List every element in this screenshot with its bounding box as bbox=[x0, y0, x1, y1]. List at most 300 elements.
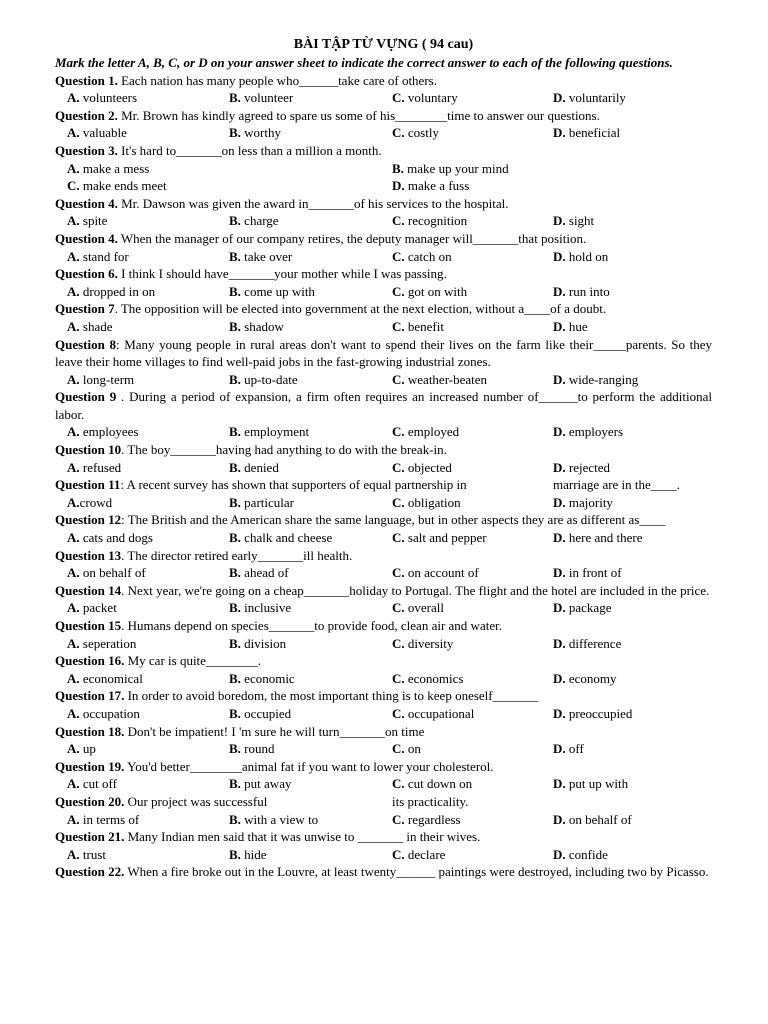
option-b[interactable] bbox=[229, 459, 279, 477]
option-letter: A. bbox=[67, 125, 80, 141]
option-c[interactable] bbox=[392, 212, 467, 230]
option-letter: D. bbox=[553, 424, 566, 440]
question-stem: : Many young people in rural areas don't want to spend their lives on the farm like their_____parents. So they leave their home villages to find well-paid jobs in the fast-growing industrial zones. bbox=[55, 336, 712, 370]
option-b[interactable] bbox=[229, 124, 281, 142]
option-c[interactable] bbox=[67, 177, 167, 195]
option-letter: D. bbox=[553, 565, 566, 581]
option-letter: A. bbox=[67, 600, 80, 616]
option-b[interactable] bbox=[229, 599, 291, 617]
option-letter: D. bbox=[553, 318, 566, 334]
question-label: Question 19. bbox=[55, 758, 125, 774]
question-stem: When a fire broke out in the Louvre, at least twenty______ paintings were destroyed, including two by Picasso. bbox=[124, 864, 709, 880]
option-letter: A. bbox=[67, 565, 80, 581]
option-text: catch on bbox=[404, 248, 452, 264]
option-letter: B. bbox=[229, 776, 241, 792]
option-text: cut down on bbox=[404, 776, 473, 792]
question-stem: : The British and the American share the same language, but in other aspects they are as different as____ bbox=[121, 512, 666, 528]
option-letter: C. bbox=[392, 459, 405, 475]
answer-options bbox=[55, 124, 712, 142]
option-letter: D. bbox=[553, 776, 566, 792]
question-label: Question 20. bbox=[55, 793, 125, 809]
answer-options bbox=[55, 846, 712, 864]
option-letter: B. bbox=[229, 213, 241, 229]
option-text: diversity bbox=[404, 635, 454, 651]
option-d[interactable] bbox=[553, 89, 626, 107]
option-a[interactable] bbox=[67, 705, 140, 723]
option-text: economy bbox=[565, 670, 617, 686]
option-text: overall bbox=[404, 600, 444, 616]
option-text: make ends meet bbox=[79, 178, 167, 194]
option-text: employed bbox=[404, 424, 460, 440]
option-text: obligation bbox=[404, 494, 461, 510]
question-text bbox=[55, 336, 712, 371]
question-label: Question 17. bbox=[55, 688, 125, 704]
question-stem: My car is quite________. bbox=[124, 653, 262, 669]
question-label: Question 21. bbox=[55, 829, 125, 845]
option-b[interactable] bbox=[229, 248, 292, 266]
option-text: got on with bbox=[404, 283, 468, 299]
answer-options bbox=[55, 212, 712, 230]
option-d[interactable] bbox=[553, 635, 621, 653]
question-text bbox=[55, 652, 712, 670]
option-b[interactable] bbox=[229, 318, 284, 336]
option-c[interactable] bbox=[392, 635, 453, 653]
option-b[interactable] bbox=[229, 740, 275, 758]
option-a[interactable] bbox=[67, 494, 112, 512]
option-letter: D. bbox=[553, 530, 566, 546]
option-text: economic bbox=[240, 670, 295, 686]
option-letter: B. bbox=[229, 600, 241, 616]
option-letter: B. bbox=[392, 160, 404, 176]
option-text: hue bbox=[565, 318, 588, 334]
option-text: make a mess bbox=[79, 160, 150, 176]
question-stem: Mr. Dawson was given the award in_______of his services to the hospital. bbox=[117, 195, 509, 211]
option-b[interactable] bbox=[229, 705, 291, 723]
option-d[interactable] bbox=[553, 283, 610, 301]
option-letter: C. bbox=[392, 741, 405, 757]
option-letter: D. bbox=[553, 371, 566, 387]
option-letter: A. bbox=[67, 741, 80, 757]
option-text: occupational bbox=[404, 705, 475, 721]
option-text: volunteer bbox=[240, 90, 294, 106]
option-a[interactable] bbox=[67, 423, 138, 441]
question-label: Question 1. bbox=[55, 72, 118, 88]
option-a[interactable] bbox=[67, 599, 117, 617]
option-b[interactable] bbox=[229, 494, 294, 512]
option-text: shadow bbox=[240, 318, 284, 334]
answer-options bbox=[55, 459, 712, 477]
option-text: on bbox=[404, 741, 421, 757]
question-stem: . The boy_______having had anything to do with the break-in. bbox=[121, 442, 447, 458]
option-c[interactable] bbox=[392, 248, 452, 266]
option-text: rejected bbox=[565, 459, 611, 475]
option-d[interactable] bbox=[553, 740, 584, 758]
question-text bbox=[55, 72, 712, 90]
option-text: put up with bbox=[565, 776, 629, 792]
option-text: come up with bbox=[240, 283, 315, 299]
option-letter: A. bbox=[67, 705, 80, 721]
question-stem: When the manager of our company retires, the deputy manager will_______that position. bbox=[117, 230, 587, 246]
question-text bbox=[55, 758, 712, 776]
option-letter: A. bbox=[67, 494, 80, 510]
option-letter: C. bbox=[392, 318, 405, 334]
option-letter: B. bbox=[229, 248, 241, 264]
option-text: round bbox=[240, 741, 275, 757]
option-text: benefit bbox=[404, 318, 444, 334]
option-letter: A. bbox=[67, 811, 80, 827]
option-a[interactable] bbox=[67, 811, 139, 829]
option-text: particular bbox=[240, 494, 294, 510]
option-c[interactable] bbox=[392, 740, 421, 758]
option-text: on behalf of bbox=[79, 565, 146, 581]
option-a[interactable] bbox=[67, 529, 153, 547]
answer-options bbox=[55, 529, 712, 547]
option-d[interactable] bbox=[553, 248, 608, 266]
option-letter: A. bbox=[67, 670, 80, 686]
option-text: voluntary bbox=[404, 90, 458, 106]
option-text: in front of bbox=[565, 565, 622, 581]
question-label: Question 6. bbox=[55, 266, 118, 282]
answer-options bbox=[55, 248, 712, 266]
option-a[interactable] bbox=[67, 740, 96, 758]
option-text: sight bbox=[565, 213, 595, 229]
option-letter: C. bbox=[392, 600, 405, 616]
question-text bbox=[55, 441, 712, 459]
option-text: hide bbox=[240, 846, 267, 862]
option-letter: B. bbox=[229, 371, 241, 387]
question-text bbox=[55, 793, 712, 811]
option-d[interactable] bbox=[553, 494, 613, 512]
option-b[interactable] bbox=[229, 635, 286, 653]
option-c[interactable] bbox=[392, 423, 459, 441]
option-a[interactable] bbox=[67, 318, 113, 336]
question-text bbox=[55, 476, 712, 494]
option-c[interactable] bbox=[392, 494, 461, 512]
option-text: beneficial bbox=[565, 125, 621, 141]
option-letter: D. bbox=[553, 90, 566, 106]
option-d[interactable] bbox=[553, 371, 638, 389]
option-letter: B. bbox=[229, 811, 241, 827]
question-label: Question 4. bbox=[55, 195, 118, 211]
option-text: objected bbox=[404, 459, 452, 475]
option-letter: B. bbox=[229, 459, 241, 475]
question-label: Question 15 bbox=[55, 618, 122, 633]
option-d[interactable] bbox=[553, 846, 608, 864]
option-letter: A. bbox=[67, 846, 80, 862]
option-b[interactable] bbox=[229, 811, 318, 829]
option-text: crowd bbox=[79, 494, 113, 510]
question-stem: . The director retired early_______ill health. bbox=[121, 547, 353, 563]
option-letter: A. bbox=[67, 283, 80, 299]
question-label: Question 12 bbox=[55, 512, 122, 528]
option-letter: A. bbox=[67, 459, 80, 475]
question-text bbox=[55, 195, 712, 213]
question-text bbox=[55, 265, 712, 283]
option-letter: B. bbox=[229, 318, 241, 334]
option-letter: B. bbox=[229, 705, 241, 721]
option-a[interactable] bbox=[67, 89, 137, 107]
option-text: employment bbox=[240, 424, 310, 440]
answer-options bbox=[55, 160, 712, 195]
option-text: packet bbox=[79, 600, 117, 616]
option-text: occupation bbox=[79, 705, 140, 721]
question-stem: It's hard to_______on less than a million a month. bbox=[117, 142, 382, 158]
option-letter: A. bbox=[67, 90, 80, 106]
question-label: Question 10 bbox=[55, 442, 122, 458]
option-text: here and there bbox=[565, 530, 643, 546]
question-text bbox=[55, 863, 712, 881]
question-label: Question 22. bbox=[55, 864, 125, 880]
option-d[interactable] bbox=[553, 599, 611, 617]
option-c[interactable] bbox=[392, 283, 467, 301]
option-c[interactable] bbox=[392, 371, 487, 389]
question-list bbox=[55, 72, 712, 881]
option-text: chalk and cheese bbox=[240, 530, 333, 546]
option-text: up bbox=[79, 741, 96, 757]
option-a[interactable] bbox=[67, 283, 155, 301]
question-text bbox=[55, 687, 712, 705]
option-text: stand for bbox=[79, 248, 129, 264]
option-d[interactable] bbox=[553, 775, 628, 793]
option-c[interactable] bbox=[392, 775, 472, 793]
question-label: Question 2. bbox=[55, 107, 118, 123]
option-text: employers bbox=[565, 424, 624, 440]
option-text: majority bbox=[565, 494, 613, 510]
option-text: inclusive bbox=[240, 600, 292, 616]
option-text: regardless bbox=[404, 811, 461, 827]
option-letter: A. bbox=[67, 530, 80, 546]
option-letter: D. bbox=[553, 248, 566, 264]
option-letter: A. bbox=[67, 318, 80, 334]
option-letter: D. bbox=[553, 125, 566, 141]
option-d[interactable] bbox=[553, 318, 588, 336]
option-d[interactable] bbox=[553, 423, 623, 441]
option-text: hold on bbox=[565, 248, 609, 264]
question-label: Question 14 bbox=[55, 582, 122, 598]
option-c[interactable] bbox=[392, 811, 461, 829]
option-d[interactable] bbox=[553, 459, 610, 477]
question-text bbox=[55, 511, 712, 529]
option-text: declare bbox=[404, 846, 446, 862]
option-text: take over bbox=[240, 248, 293, 264]
question-stem: Each nation has many people who______take care of others. bbox=[117, 72, 437, 88]
question-stem: Our project was successful bbox=[124, 793, 268, 809]
option-b[interactable] bbox=[229, 775, 291, 793]
option-c[interactable] bbox=[392, 705, 474, 723]
question-stem: : A recent survey has shown that supporters of equal partnership in bbox=[120, 477, 467, 493]
question-label: Question 8 bbox=[55, 336, 116, 352]
option-text: volunteers bbox=[79, 90, 138, 106]
option-d[interactable] bbox=[553, 529, 643, 547]
option-letter: D. bbox=[553, 705, 566, 721]
option-letter: D. bbox=[553, 283, 566, 299]
option-letter: A. bbox=[67, 371, 80, 387]
question-stem: Many Indian men said that it was unwise to _______ in their wives. bbox=[124, 829, 481, 845]
option-letter: C. bbox=[392, 90, 405, 106]
option-letter: C. bbox=[392, 776, 405, 792]
question-stem: I think I should have_______your mother while I was passing. bbox=[117, 266, 447, 282]
option-letter: C. bbox=[392, 705, 405, 721]
option-letter: D. bbox=[553, 811, 566, 827]
option-b[interactable] bbox=[392, 160, 509, 178]
option-d[interactable] bbox=[553, 811, 632, 829]
question-label: Question 16. bbox=[55, 653, 125, 669]
option-b[interactable] bbox=[229, 564, 289, 582]
option-letter: B. bbox=[229, 424, 241, 440]
answer-options bbox=[55, 423, 712, 441]
instructions: Mark the letter A, B, C, or D on your answer sheet to indicate the correct answer to each of the following questions. bbox=[55, 55, 673, 70]
option-a[interactable] bbox=[67, 775, 117, 793]
option-d[interactable] bbox=[553, 212, 594, 230]
option-letter: D. bbox=[553, 213, 566, 229]
question-label: Question 3. bbox=[55, 142, 118, 158]
question-stem: Mr. Brown has kindly agreed to spare us some of his________time to answer our questions. bbox=[117, 107, 600, 123]
option-letter: B. bbox=[229, 283, 241, 299]
option-text: spite bbox=[79, 213, 108, 229]
option-letter: B. bbox=[229, 494, 241, 510]
option-text: denied bbox=[240, 459, 279, 475]
option-d[interactable] bbox=[553, 564, 622, 582]
option-text: with a view to bbox=[240, 811, 319, 827]
option-text: occupied bbox=[240, 705, 292, 721]
option-text: difference bbox=[565, 635, 622, 651]
option-c[interactable] bbox=[392, 124, 439, 142]
option-letter: A. bbox=[67, 213, 80, 229]
option-letter: D. bbox=[553, 741, 566, 757]
option-text: make up your mind bbox=[403, 160, 509, 176]
question-label: Question 9 bbox=[55, 389, 117, 405]
option-text: up-to-date bbox=[240, 371, 298, 387]
option-text: shade bbox=[79, 318, 113, 334]
option-letter: C. bbox=[392, 635, 405, 651]
option-b[interactable] bbox=[229, 89, 293, 107]
question-stem: . The opposition will be elected into government at the next election, without a____of a doubt. bbox=[114, 301, 607, 317]
option-letter: C. bbox=[392, 248, 405, 264]
question-stem-tail: marriage are in the____. bbox=[553, 477, 681, 493]
answer-options bbox=[55, 740, 712, 758]
option-letter: B. bbox=[229, 530, 241, 546]
option-letter: B. bbox=[229, 635, 241, 651]
question-text bbox=[55, 582, 712, 600]
option-text: economical bbox=[79, 670, 143, 686]
option-text: in terms of bbox=[79, 811, 140, 827]
answer-options bbox=[55, 89, 712, 107]
question-text bbox=[55, 617, 712, 635]
option-text: preoccupied bbox=[565, 705, 633, 721]
option-b[interactable] bbox=[229, 670, 295, 688]
option-text: refused bbox=[79, 459, 122, 475]
option-b[interactable] bbox=[229, 212, 279, 230]
option-a[interactable] bbox=[67, 248, 129, 266]
question-text bbox=[55, 723, 712, 741]
answer-options bbox=[55, 811, 712, 829]
option-letter: D. bbox=[553, 494, 566, 510]
option-c[interactable] bbox=[392, 318, 444, 336]
option-letter: C. bbox=[392, 424, 405, 440]
option-a[interactable] bbox=[67, 846, 106, 864]
question-text bbox=[55, 107, 712, 125]
question-label: Question 7 bbox=[55, 301, 115, 317]
option-letter: D. bbox=[553, 670, 566, 686]
option-text: on behalf of bbox=[565, 811, 632, 827]
option-a[interactable] bbox=[67, 371, 134, 389]
option-d[interactable] bbox=[553, 124, 620, 142]
question-stem: You'd better________animal fat if you want to lower your cholesterol. bbox=[124, 758, 494, 774]
option-text: worthy bbox=[240, 125, 282, 141]
option-a[interactable] bbox=[67, 635, 136, 653]
option-b[interactable] bbox=[229, 371, 298, 389]
option-d[interactable] bbox=[553, 705, 632, 723]
option-a[interactable] bbox=[67, 160, 149, 178]
answer-options bbox=[55, 371, 712, 389]
option-c[interactable] bbox=[392, 599, 444, 617]
question-text bbox=[55, 230, 712, 248]
option-b[interactable] bbox=[229, 283, 315, 301]
question-stem: Don't be impatient! I 'm sure he will turn_______on time bbox=[124, 723, 425, 739]
question-label: Question 4. bbox=[55, 230, 118, 246]
option-letter: C. bbox=[392, 283, 405, 299]
option-b[interactable] bbox=[229, 423, 309, 441]
question-stem-tail: its practicality. bbox=[392, 793, 469, 809]
option-b[interactable] bbox=[229, 846, 267, 864]
option-a[interactable] bbox=[67, 212, 107, 230]
option-c[interactable] bbox=[392, 670, 463, 688]
option-letter: C. bbox=[392, 530, 405, 546]
option-text: trust bbox=[79, 846, 107, 862]
option-c[interactable] bbox=[392, 846, 445, 864]
option-letter: D. bbox=[553, 846, 566, 862]
option-b[interactable] bbox=[229, 529, 332, 547]
answer-options bbox=[55, 635, 712, 653]
option-d[interactable] bbox=[553, 670, 617, 688]
option-letter: C. bbox=[392, 125, 405, 141]
option-text: make a fuss bbox=[404, 178, 470, 194]
option-text: valuable bbox=[79, 125, 127, 141]
option-letter: A. bbox=[67, 160, 80, 176]
option-text: voluntarily bbox=[565, 90, 626, 106]
option-text: ahead of bbox=[240, 565, 289, 581]
option-text: recognition bbox=[404, 213, 468, 229]
option-a[interactable] bbox=[67, 459, 121, 477]
option-text: costly bbox=[404, 125, 439, 141]
option-letter: B. bbox=[229, 741, 241, 757]
option-c[interactable] bbox=[392, 459, 452, 477]
answer-options bbox=[55, 564, 712, 582]
option-a[interactable] bbox=[67, 670, 143, 688]
question-text bbox=[55, 828, 712, 846]
answer-options bbox=[55, 494, 712, 512]
option-a[interactable] bbox=[67, 124, 127, 142]
option-letter: C. bbox=[392, 371, 405, 387]
answer-options bbox=[55, 283, 712, 301]
question-label: Question 18. bbox=[55, 723, 125, 739]
question-stem: In order to avoid boredom, the most important thing is to keep oneself_______ bbox=[124, 688, 539, 704]
option-text: economics bbox=[404, 670, 464, 686]
option-letter: A. bbox=[67, 248, 80, 264]
option-text: charge bbox=[240, 213, 279, 229]
option-d[interactable] bbox=[392, 177, 469, 195]
option-a[interactable] bbox=[67, 564, 146, 582]
page-title: BÀI TẬP TỪ VỰNG ( 94 cau) bbox=[293, 37, 474, 52]
option-text: off bbox=[565, 741, 584, 757]
option-c[interactable] bbox=[392, 529, 487, 547]
option-letter: D. bbox=[553, 459, 566, 475]
option-c[interactable] bbox=[392, 89, 458, 107]
question-stem: . Humans depend on species_______to provide food, clean air and water. bbox=[121, 618, 502, 633]
answer-options bbox=[55, 670, 712, 688]
option-c[interactable] bbox=[392, 564, 479, 582]
answer-options bbox=[55, 599, 712, 617]
